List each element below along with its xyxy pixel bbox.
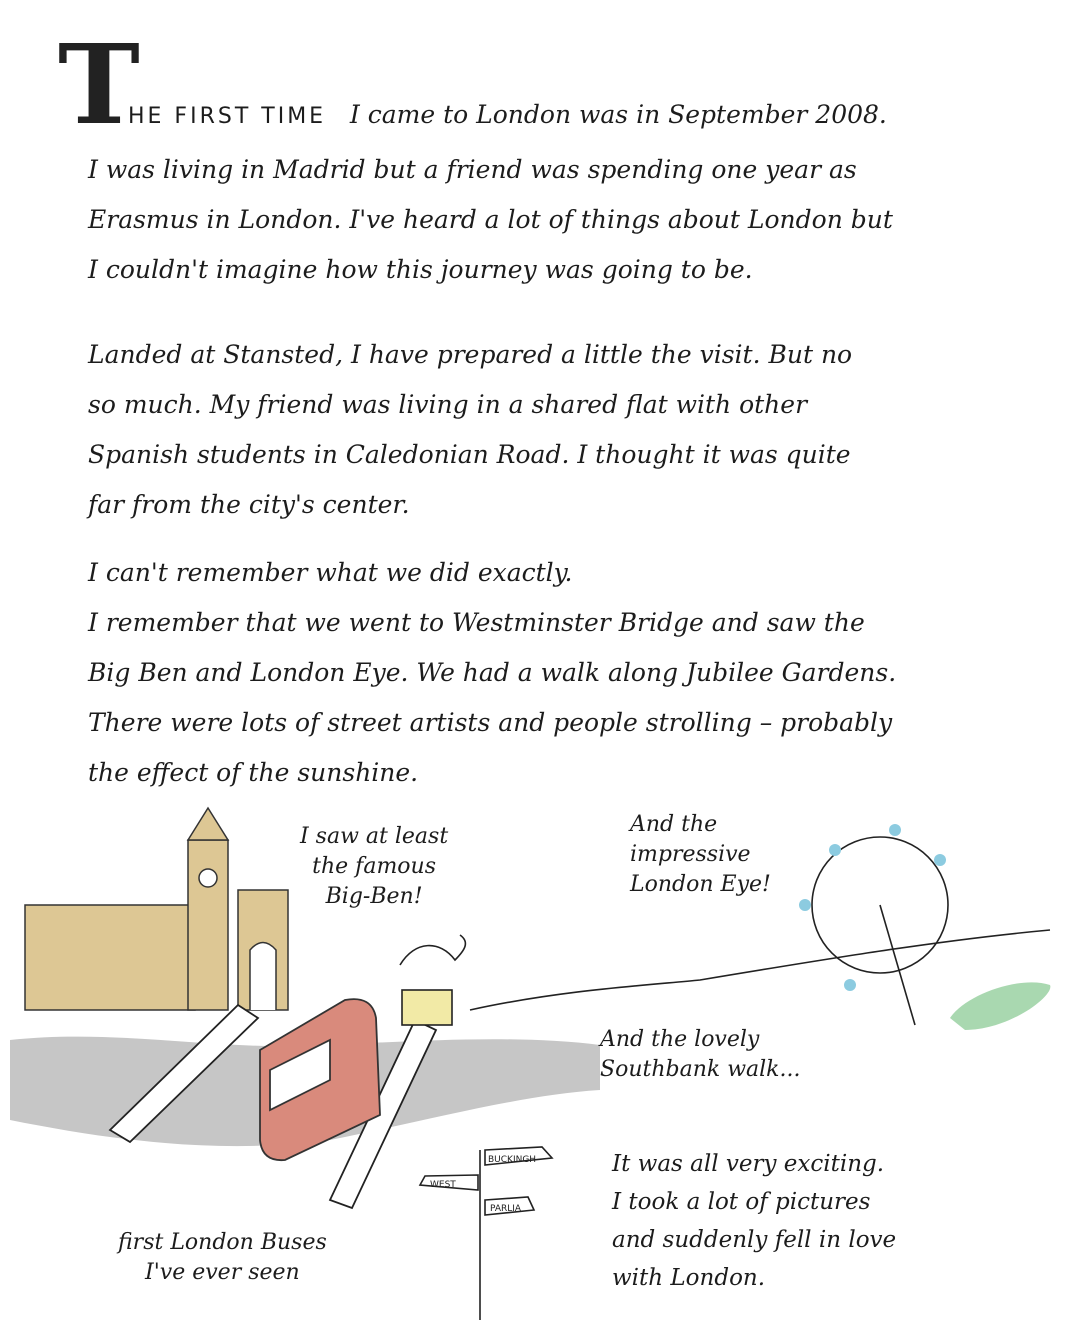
note-big-ben <box>300 822 448 912</box>
note-line: And the lovely <box>600 1027 760 1052</box>
london-eye <box>812 837 948 1025</box>
note-line: the famous <box>312 854 437 879</box>
jubilee-gardens <box>950 982 1050 1030</box>
note-southbank <box>600 1025 800 1085</box>
p3-line: the effect of the sunshine. <box>88 758 419 787</box>
intro-line-4: I couldn't imagine how this journey was going to be. <box>88 255 753 284</box>
intro-line-3: Erasmus in London. I've heard a lot of things about London but <box>88 205 893 234</box>
note-line: London Eye! <box>630 872 771 897</box>
note-line: Southbank walk... <box>600 1057 801 1082</box>
intro-first-words: HE FIRST TIME <box>128 104 327 129</box>
houses-of-parliament <box>25 808 288 1010</box>
sign-west: WEST <box>430 1180 456 1190</box>
intro-line-2: I was living in Madrid but a friend was spending one year as <box>88 155 857 184</box>
p3-line: There were lots of street artists and people strolling – probably <box>88 708 893 737</box>
p3-line: I remember that we went to Westminster Bridge and saw the <box>88 608 865 637</box>
note-line: It was all very exciting. <box>612 1151 885 1177</box>
note-line: and suddenly fell in love <box>612 1227 897 1253</box>
p3-line: Big Ben and London Eye. We had a walk along Jubilee Gardens. <box>88 658 897 687</box>
note-london-eye <box>630 810 771 900</box>
p2-line: Landed at Stansted, I have prepared a little the visit. But no <box>88 340 853 369</box>
note-line: I saw at least <box>300 824 449 849</box>
paragraph-3 <box>88 548 1018 798</box>
p3-line: I can't remember what we did exactly. <box>88 558 573 587</box>
p2-line: so much. My friend was living in a shared flat with other <box>88 390 808 419</box>
p2-line: Spanish students in Caledonian Road. I thought it was quite <box>88 440 851 469</box>
note-buses <box>118 1228 327 1288</box>
note-line: I've ever seen <box>145 1260 300 1285</box>
horse-statue <box>400 935 465 1025</box>
note-line: And the <box>630 812 718 837</box>
p2-line: far from the city's center. <box>88 490 410 519</box>
intro-paragraph <box>88 145 1018 295</box>
drop-cap: T <box>58 20 140 149</box>
london-eye-pods <box>799 824 946 991</box>
note-line: first London Buses <box>118 1230 327 1255</box>
note-line: Big-Ben! <box>325 884 423 909</box>
note-line: I took a lot of pictures <box>612 1189 871 1215</box>
signpost <box>420 1147 552 1320</box>
south-bank <box>470 930 1050 1010</box>
intro-first-line <box>128 90 1008 142</box>
note-closing <box>612 1145 896 1297</box>
note-line: impressive <box>630 842 751 867</box>
sign-buckingham: BUCKINGH <box>488 1155 537 1165</box>
paragraph-2 <box>88 330 1018 530</box>
note-line: with London. <box>612 1265 766 1291</box>
sign-parliament: PARLIA <box>490 1204 522 1214</box>
intro-line-1: I came to London was in September 2008. <box>349 100 887 129</box>
